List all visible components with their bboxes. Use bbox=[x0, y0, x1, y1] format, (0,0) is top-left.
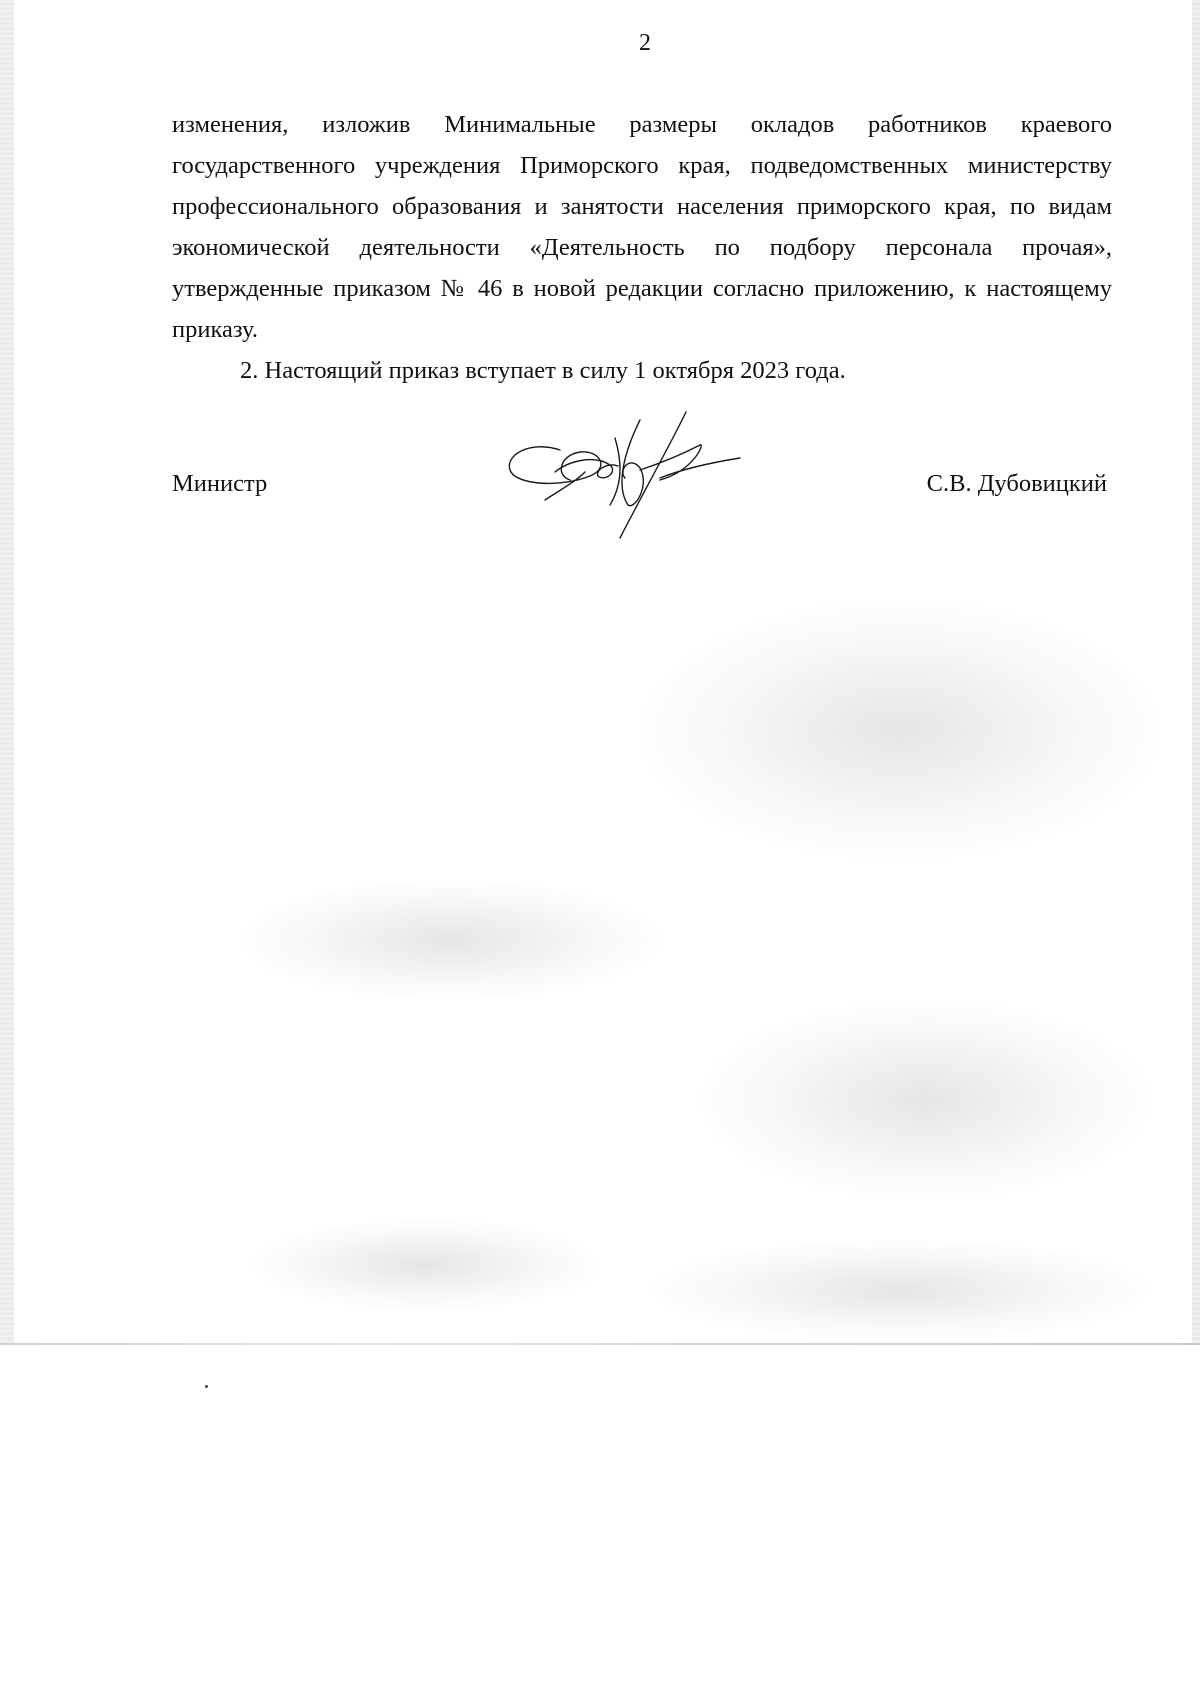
paragraph-continuation: изменения, изложив Минимальные размеры окладов работников краевого государственного учреждения Приморского края, подведомственных министерству профессионального образования и занятости населения приморского края, по видам экономической деятельности «Деятельность по подбору персонала прочая», утвержденные приказом № 46 в новой редакции согласно приложению, к настоящему приказу. bbox=[172, 111, 1112, 343]
signer-position: Министр bbox=[172, 470, 268, 497]
signer-name: С.В. Дубовицкий bbox=[926, 470, 1107, 497]
document-body bbox=[172, 104, 1112, 391]
scan-bottom-edge bbox=[0, 1343, 1200, 1345]
scan-noise bbox=[650, 1240, 1150, 1340]
scan-noise bbox=[700, 1000, 1150, 1200]
scan-noise bbox=[250, 1220, 600, 1310]
paragraph-effective-date: 2. Настоящий приказ вступает в силу 1 октября 2023 года. bbox=[240, 357, 846, 384]
scan-noise bbox=[640, 600, 1160, 860]
scan-noise bbox=[240, 880, 660, 1000]
signature-block bbox=[172, 470, 1107, 530]
scan-edge-right bbox=[1192, 0, 1200, 1345]
page-number: 2 bbox=[639, 30, 651, 56]
scan-edge-left bbox=[0, 0, 14, 1345]
scan-artifact-dot bbox=[205, 1385, 208, 1388]
